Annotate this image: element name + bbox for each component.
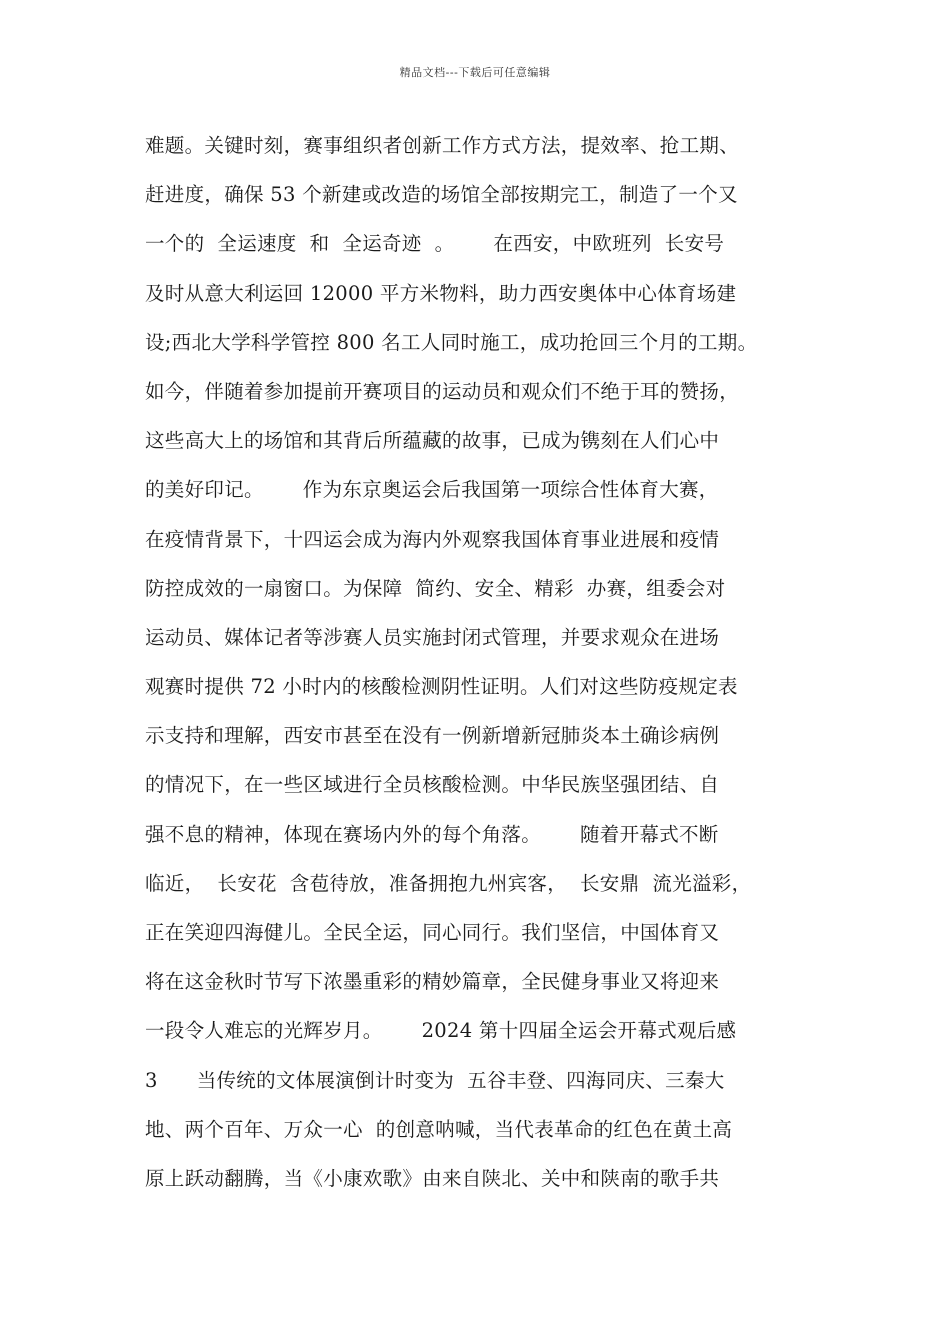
text-line: 原上跃动翻腾，当《小康欢歌》由来自陕北、关中和陕南的歌手共 bbox=[145, 1166, 720, 1190]
text-line: 示支持和理解，西安市甚至在没有一例新增新冠肺炎本土确诊病例 bbox=[145, 724, 720, 748]
text-line: 在疫情背景下，十四运会成为海内外观察我国体育事业进展和疫情 bbox=[145, 527, 720, 551]
text-line: 这些高大上的场馆和其背后所蕴藏的故事，已成为镌刻在人们心中 bbox=[145, 429, 720, 453]
text-line: 一个的 全运速度 和 全运奇迹 。 在西安，中欧班列 长安号 bbox=[145, 232, 725, 256]
text-line: 3 当传统的文体展演倒计时变为 五谷丰登、四海同庆、三秦大 bbox=[145, 1068, 725, 1092]
text-line: 一段令人难忘的光辉岁月。 2024 第十四届全运会开幕式观后感 bbox=[145, 1019, 737, 1043]
text-line: 正在笑迎四海健儿。全民全运，同心同行。我们坚信，中国体育又 bbox=[145, 921, 720, 944]
body-text bbox=[145, 128, 825, 1210]
text-line: 将在这金秋时节写下浓墨重彩的精妙篇章，全民健身事业又将迎来 bbox=[145, 970, 720, 994]
text-line: 如今，伴随着参加提前开赛项目的运动员和观众们不绝于耳的赞扬， bbox=[145, 379, 740, 403]
text-line: 设;西北大学科学管控 800 名工人同时施工，成功抢回三个月的工期。 bbox=[145, 330, 758, 354]
text-line: 的美好印记。 作为东京奥运会后我国第一项综合性体育大赛， bbox=[145, 478, 719, 502]
text-line: 临近， 长安花 含苞待放，准备拥抱九州宾客， 长安鼎 流光溢彩， bbox=[145, 871, 752, 895]
text-line: 难题。关键时刻，赛事组织者创新工作方式方法，提效率、抢工期、 bbox=[145, 134, 740, 157]
text-line: 观赛时提供 72 小时内的核酸检测阴性证明。人们对这些防疫规定表 bbox=[145, 675, 738, 699]
text-line: 赶进度，确保 53 个新建或改造的场馆全部按期完工，制造了一个又 bbox=[145, 183, 738, 207]
text-line: 及时从意大利运回 12000 平方米物料，助力西安奥体中心体育场建 bbox=[145, 281, 737, 305]
text-line: 防控成效的一扇窗口。为保障 简约、安全、精彩 办赛，组委会对 bbox=[145, 576, 726, 600]
text-line: 地、两个百年、万众一心 的创意呐喊，当代表革命的红色在黄土高 bbox=[145, 1117, 733, 1141]
text-line: 的情况下，在一些区域进行全员核酸检测。中华民族坚强团结、自 bbox=[145, 773, 720, 797]
page-header: 精品文档---下载后可任意编辑 bbox=[399, 66, 551, 79]
text-line: 强不息的精神，体现在赛场内外的每个角落。 随着开幕式不断 bbox=[145, 822, 719, 846]
text-line: 运动员、媒体记者等涉赛人员实施封闭式管理，并要求观众在进场 bbox=[145, 625, 720, 649]
